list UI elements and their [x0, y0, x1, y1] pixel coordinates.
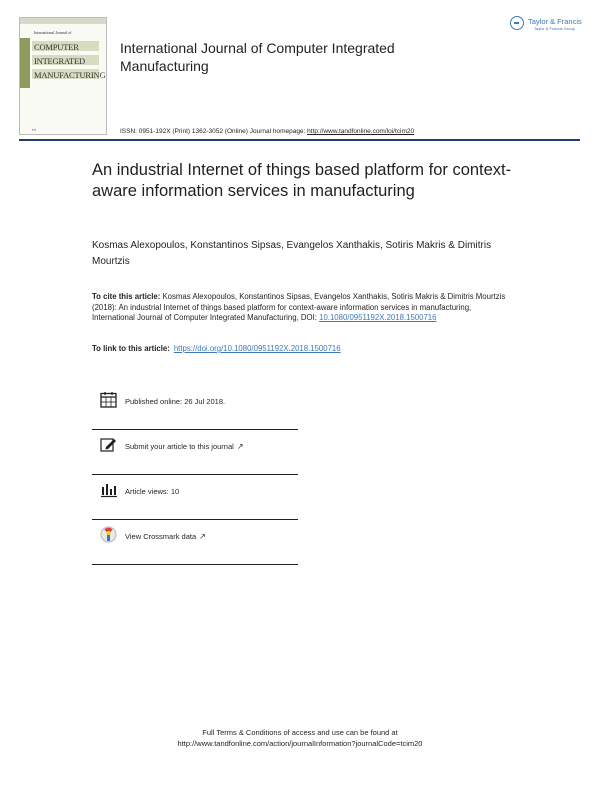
publisher-logo[interactable]: [510, 14, 582, 38]
journal-title[interactable]: International Journal of Computer Integrated Manufacturing: [120, 40, 395, 74]
submit-article-label: Submit your article to this journal: [125, 442, 234, 451]
cover-publisher-logo: ▪▪▪: [32, 127, 37, 132]
footer-terms: [0, 727, 600, 749]
footer-terms-line: Full Terms & Conditions of access and use can be found at: [202, 728, 398, 737]
article-authors: Kosmas Alexopoulos, Konstantinos Sipsas, Evangelos Xanthakis, Sotiris Makris & Dimitris Mourtzis: [92, 240, 492, 267]
calendar-icon: [100, 391, 117, 408]
cite-text: Kosmas Alexopoulos, Konstantinos Sipsas, Evangelos Xanthakis, Sotiris Makris & Dimitris Mourtzis (2018): An industrial Internet of things based platform for context-aware information services in manufacturing, International Journal of Computer Integrated Manufacturing, DOI:: [92, 292, 506, 323]
publisher-subname: Taylor & Francis Group: [534, 26, 575, 31]
crossmark-icon: [100, 526, 117, 543]
journal-cover-thumbnail[interactable]: [19, 17, 107, 135]
crossmark-link[interactable]: [125, 532, 206, 541]
footer-terms-url[interactable]: http://www.tandfonline.com/action/journalInformation?journalCode=tcim20: [177, 739, 423, 748]
doi-link[interactable]: 10.1080/0951192X.2018.1500716: [319, 313, 437, 323]
cite-label: To cite this article:: [92, 292, 161, 301]
cover-line: MANUFACTURING: [34, 70, 106, 80]
article-views: Article views: 10: [125, 487, 180, 496]
submit-article-row[interactable]: [92, 430, 298, 475]
article-meta-list: [92, 385, 298, 565]
issn-text: ISSN: 0951-192X (Print) 1362-3052 (Online) Journal homepage:: [120, 128, 308, 135]
cover-small-label: International Journal of: [34, 30, 72, 35]
publisher-name: Taylor & Francis: [528, 17, 582, 26]
header-divider: [19, 139, 580, 141]
link-label: To link to this article:: [92, 344, 170, 353]
submit-article-link[interactable]: [125, 442, 244, 451]
bar-chart-icon: [100, 481, 117, 498]
cover-line: COMPUTER: [34, 42, 79, 52]
published-date: Published online: 26 Jul 2018.: [125, 397, 226, 406]
external-link-icon: ↗: [236, 442, 244, 451]
published-row: [92, 385, 298, 430]
edit-icon: [100, 436, 117, 453]
citation-block: [92, 292, 512, 324]
publisher-logo-icon: [510, 16, 524, 30]
journal-homepage-link[interactable]: http://www.tandfonline.com/loi/tcim20: [307, 128, 415, 135]
article-views-row: [92, 475, 298, 520]
issn-line: [120, 128, 414, 135]
article-title: An industrial Internet of things based platform for context-aware information services in manufacturing: [92, 161, 512, 200]
cover-top-band: [20, 18, 106, 24]
article-doi-url-link[interactable]: https://doi.org/10.1080/0951192X.2018.1500716: [173, 344, 341, 353]
external-link-icon: ↗: [199, 532, 206, 541]
crossmark-row[interactable]: [92, 520, 298, 565]
cover-line: INTEGRATED: [34, 56, 85, 66]
crossmark-label: View Crossmark data: [125, 532, 197, 541]
cover-stripe: [20, 38, 30, 88]
article-link-line: [92, 344, 512, 353]
